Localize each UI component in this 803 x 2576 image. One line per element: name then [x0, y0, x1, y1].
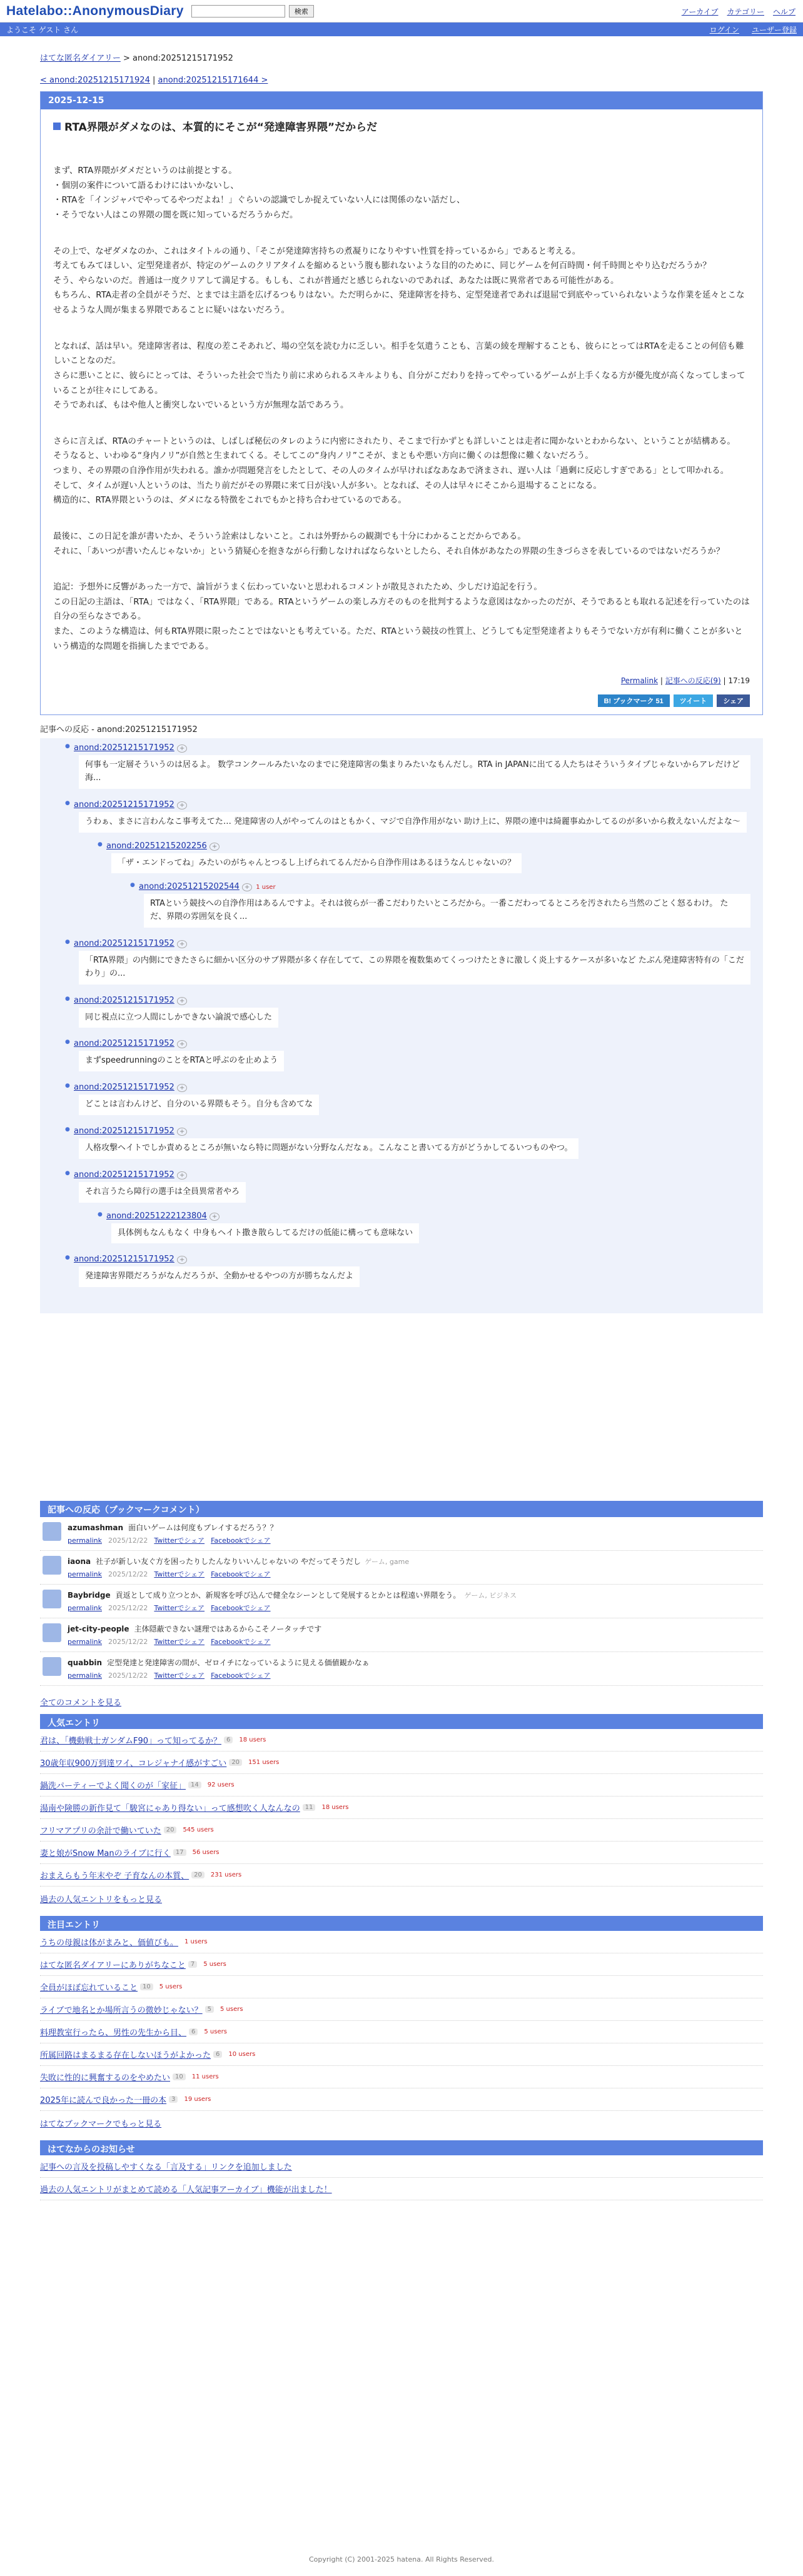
- entry-body: [41, 109, 762, 714]
- bookmark-item: [40, 1618, 763, 1652]
- paragraph: [53, 244, 750, 318]
- prev-next-separator: |: [149, 76, 158, 85]
- avatar[interactable]: [43, 1522, 61, 1541]
- entry-link[interactable]: 全員がほぼ忘れていること: [40, 1983, 138, 1993]
- entry-footer: Permalink | 記事への反応(9) | 17:19: [620, 676, 750, 686]
- bookmark-item: [40, 1585, 763, 1618]
- bookmark-permalink[interactable]: permalink: [68, 1536, 102, 1545]
- comment-count-icon: 3: [169, 2096, 178, 2103]
- text-line: もちろん、RTA走者の全員がそうだ、とまでは主語を広げるつもりはない。ただ明らかに、発達障害を持ち、定型発達者であれば退屈で到底やっていられないような作業を延々とこなせるような人間が集まる界隈であることに疑いはないだろう。: [53, 290, 745, 315]
- bookmark-meta: [68, 1569, 409, 1579]
- user-bar: [0, 23, 803, 36]
- entry-link[interactable]: ライブで地名とか場所言うの微妙じゃない？: [40, 2006, 203, 2016]
- bookmark-item: [40, 1652, 763, 1686]
- plus-icon[interactable]: +: [177, 940, 187, 948]
- bookmark-tags: ゲーム, ビジネス: [464, 1591, 517, 1600]
- reaction-text: 人格攻撃ヘイトでしか責めるところが無いなら特に問題がない分野なんだなぁ。こんなこと書いてる方がどうかしてるいつものやつ。: [79, 1138, 578, 1159]
- paragraph: [53, 529, 750, 559]
- reactions-box: [40, 738, 763, 1313]
- entry-section: [40, 91, 763, 715]
- entry-link[interactable]: 2025年に読んで良かった一冊の本: [40, 2096, 167, 2106]
- list-item: [40, 1797, 763, 1819]
- users-badge[interactable]: 231 users: [210, 1872, 242, 1879]
- twitter-share-link[interactable]: Twitterでシェア: [154, 1570, 205, 1579]
- text-line: 構造的に、RTA界隈というのは、ダメになる特徴をこれでもかと持ち合わせているのである。: [53, 495, 407, 506]
- entry-link[interactable]: 失敗に性的に興奮するのをやめたい: [40, 2073, 171, 2083]
- reaction-item: [65, 939, 750, 993]
- footer: Copyright (C) 2001-2025 hatena. All Rights Reserved.: [309, 2555, 494, 2563]
- bookmark-comment: 社子が新しい友ぐ方を困ったりしたんなりいいんじゃないの やだってそうだし: [96, 1557, 361, 1566]
- list-item: [40, 1864, 763, 1887]
- text-line: そうであれば、もはや他人と衝突しないでいるという方が無理な話であろう。: [53, 400, 349, 411]
- plus-icon[interactable]: +: [177, 1040, 187, 1048]
- users-badge[interactable]: 11 users: [191, 2073, 219, 2081]
- avatar[interactable]: [43, 1556, 61, 1575]
- reaction-item: [65, 1039, 750, 1080]
- breadcrumb-current: anond:20251215171952: [133, 54, 233, 63]
- title-square-icon: [53, 123, 61, 130]
- list-item: [40, 1976, 763, 1998]
- bookmark-tags: ゲーム, game: [364, 1558, 410, 1566]
- reaction-item: [130, 882, 750, 936]
- comment-count-icon: 10: [140, 1983, 153, 1990]
- text-line: 最後に、この日記を誰が書いたか、そういう詮索はしないこと。これは外野からの観測でも十分にわかることだからである。: [53, 531, 526, 541]
- spacer: [40, 1313, 763, 1501]
- bookmark-meta: [68, 1535, 278, 1545]
- users-badge[interactable]: 1 users: [184, 1938, 208, 1946]
- reaction-text: まずspeedrunningのことをRTAと呼ぶのを止めよう: [79, 1051, 284, 1071]
- notice-link[interactable]: 記事への言及を投稿しやすくなる「言及する」リンクを追加しました: [40, 2163, 292, 2173]
- archive-link[interactable]: アーカイブ: [681, 8, 719, 16]
- facebook-share-link[interactable]: Facebookでシェア: [211, 1604, 271, 1613]
- list-item: [40, 2178, 763, 2200]
- text-line: ・そうでない人はこの界隈の闇を既に知っているだろうからだ。: [53, 209, 298, 220]
- list-item: [40, 1752, 763, 1774]
- reaction-text: 何事も一定層そういうのは居るよ。 数学コンクールみたいなのまでに発達障害の集まりみたいなもんだし。RTA in JAPANに出てる人たちはそういうタイプじゃないからアレだけど 海...: [79, 755, 750, 789]
- bookmark-date: 2025/12/22: [108, 1604, 148, 1613]
- list-item: [40, 1774, 763, 1797]
- text-line: そう、やらないのだ。普通は一度クリアして満足する。もしも、これが普通だと感じられないのであれば、あなたは既に異常者である可能性がある。: [53, 275, 619, 286]
- text-line: この日記の主語は、「RTA」ではなく、「RTA界隈」である。RTAというゲームの楽しみ方そのものを批判するような意図はなかったのだが、そうであるとも取れる記述を行っていたのは自分の至らなさである。: [53, 596, 750, 622]
- category-link[interactable]: カテゴリー: [727, 8, 764, 16]
- text-line: となれば、話は早い。発達障害者は、程度の差こそあれど、場の空気を読む力に乏しい。相手を気遣うことも、言葉の綾を理解することも、彼らにとってはRTAを走ることの何倍も難しいことなのだ。: [53, 341, 744, 366]
- popular-entries-header: 人気エントリ: [40, 1714, 763, 1729]
- bookmark-permalink[interactable]: permalink: [68, 1671, 102, 1680]
- bookmark-comment: 定型発達と発達障害の間が、ゼロイチになっているように見える価値観かなぁ: [107, 1658, 370, 1668]
- entry-link[interactable]: うちの母親は体がまみと、価値びも。: [40, 1938, 179, 1948]
- reaction-text: うわぁ、まさに言わんなこ事考えてた… 発達障害の人がやってんのはともかく、マジで自浄作用がない 助け上に、界隈の連中は綺麗事ぬかしてるのが多いから救えないんだよな〜: [79, 812, 747, 833]
- bookmark-comments: [40, 1517, 763, 1686]
- reaction-item: [98, 841, 750, 936]
- list-item: [40, 2155, 763, 2178]
- plus-icon[interactable]: +: [210, 1213, 220, 1221]
- entry-link[interactable]: フリマアプリの余計で働いていた: [40, 1827, 161, 1837]
- reaction-text: 発達障害界隈だろうがなんだろうが、全動かせるやつの方が勝ちなんだよ: [79, 1266, 360, 1287]
- nested-thread: [98, 841, 750, 936]
- avatar[interactable]: [43, 1590, 61, 1608]
- plus-icon[interactable]: +: [177, 801, 187, 809]
- reaction-link[interactable]: anond:20251215202544: [139, 882, 240, 892]
- list-item: [40, 1931, 763, 1953]
- paragraph: [53, 164, 750, 223]
- breadcrumb-home[interactable]: はてな匿名ダイアリー: [40, 54, 121, 63]
- bookmark-user[interactable]: quabbin: [68, 1658, 103, 1668]
- plus-icon[interactable]: +: [177, 1084, 187, 1092]
- text-line: さらに悪いことに、彼らにとっては、そういった社会で当たり前に求められるスキルよりも、自分がこだわりを持ってやっているゲームが上手くなる方が優先度が高くなってしまっていることが往々にしてある。: [53, 370, 745, 396]
- prev-next-nav: [40, 76, 763, 85]
- reaction-link[interactable]: anond:20251215171952: [74, 1039, 174, 1049]
- users-badge[interactable]: 10 users: [228, 2051, 256, 2058]
- reaction-link[interactable]: anond:20251215171952: [74, 995, 174, 1005]
- text-line: 考えてもみてほしい、定型発達者が、特定のゲームのクリアタイムを縮めるという腹も膨れないような目的のために、同じゲームを何百時間・何千時間とやり込むだろうか？: [53, 261, 711, 271]
- reaction-text: 「RTA界隈」の内側にできたさらに細かい区分のサブ界隈が多く存在してて、この界隈を複数集めてくっつけたときに激しく炎上するケースが多いなど たぶん発達障害特有の「こだわり」の...: [79, 951, 750, 985]
- bookmark-date: 2025/12/22: [108, 1536, 148, 1545]
- bookmark-user[interactable]: jet-city-people: [68, 1625, 129, 1634]
- paragraph: [53, 434, 750, 508]
- popular-entries: [40, 1729, 763, 1887]
- reaction-link[interactable]: anond:20251222123804: [106, 1211, 207, 1221]
- search-button[interactable]: 検索: [289, 5, 314, 18]
- comment-count-icon: 7: [188, 1961, 197, 1968]
- bookmark-permalink[interactable]: permalink: [68, 1570, 102, 1579]
- plus-icon[interactable]: +: [177, 1128, 187, 1136]
- entry-link[interactable]: 湯南や険勝の新作見て「駿宮にゃあり得ない」って感想吹く人なんなの: [40, 1804, 300, 1814]
- bookmark-comment: 主体隠蔽できない謎理ではあるからこそノータッチです: [134, 1625, 322, 1634]
- entry-link[interactable]: 料理教室行ったら、男性の先生から目、: [40, 2028, 187, 2038]
- permalink[interactable]: Permalink: [620, 676, 659, 686]
- comment-count-icon: 6: [189, 2028, 198, 2035]
- help-link[interactable]: ヘルプ: [772, 8, 795, 16]
- list-item: [40, 2088, 763, 2111]
- bookmark-comment: 貢返として成り立つとか、新規客を呼び込んで健全なシーンとして発展するとかとは程遠い界隈をう。: [115, 1591, 461, 1600]
- reaction-item: [65, 996, 750, 1037]
- search-input[interactable]: [191, 5, 285, 18]
- plus-icon[interactable]: +: [177, 744, 187, 753]
- list-item: [40, 1953, 763, 1976]
- entry-link[interactable]: 君は、「機動戦士ガンダムF90」って知ってるか？: [40, 1737, 221, 1747]
- more-popular-link[interactable]: 過去の人気エントリをもっと見る: [40, 1895, 163, 1905]
- bookmark-meta: [68, 1636, 321, 1646]
- notice-list: [40, 2155, 763, 2200]
- bookmark-meta: [68, 1670, 370, 1680]
- reaction-link[interactable]: anond:20251215171952: [74, 1126, 174, 1136]
- list-item: [40, 1819, 763, 1842]
- twitter-share-link[interactable]: Twitterでシェア: [154, 1604, 205, 1613]
- entry-link[interactable]: 鍋洗パーティーでよく聞くのが「家征」: [40, 1782, 186, 1792]
- bookmark-date: 2025/12/22: [108, 1671, 148, 1680]
- list-item: [40, 2021, 763, 2043]
- welcome-text: ようこそ ゲスト さん: [6, 25, 79, 34]
- notice-link[interactable]: 過去の人気エントリがまとめて読める「人気記事アーカイブ」機能が出ました！: [40, 2185, 332, 2195]
- facebook-share-button[interactable]: シェア: [717, 694, 750, 707]
- attention-entries: [40, 1931, 763, 2111]
- bookmark-date: 2025/12/22: [108, 1570, 148, 1579]
- prev-entry-link[interactable]: < anond:20251215171924: [40, 76, 150, 85]
- top-bar: [0, 0, 803, 23]
- text-line: 追記：予想外に反響があった一方で、論旨がうまく伝わっていないと思われるコメントが散見されたため、少しだけ追記を行う。: [53, 582, 542, 593]
- breadcrumb-separator: >: [120, 54, 133, 63]
- reaction-link[interactable]: anond:20251215171952: [74, 799, 174, 809]
- comment-count-icon: 11: [303, 1804, 316, 1811]
- bookmark-comments-header: 記事への反応（ブックマークコメント）: [40, 1501, 763, 1517]
- entry-link[interactable]: はてな匿名ダイアリーにありがちなこと: [40, 1961, 186, 1971]
- list-item: [40, 2043, 763, 2066]
- nested-thread: [98, 1211, 750, 1253]
- reaction-item: [65, 1083, 750, 1124]
- bookmark-date: 2025/12/22: [108, 1638, 148, 1646]
- text-line: つまり、その界隈の自浄作用が失われる。誰かが問題発言をしたとして、その人のタイムが早ければなあなあで済まされ、遅い人は「過剰に反応しすぎである」として叩かれる。: [53, 466, 729, 476]
- comment-count-icon: 17: [173, 1849, 186, 1856]
- twitter-share-link[interactable]: Twitterでシェア: [154, 1638, 205, 1646]
- bookmark-comment: 面白いゲームは何度もプレイするだろう？？: [128, 1523, 278, 1533]
- plus-icon[interactable]: +: [177, 997, 187, 1005]
- users-badge[interactable]: 19 users: [184, 2096, 211, 2103]
- text-line: まず、RTA界隈がダメだというのは前提とする。: [53, 166, 237, 176]
- list-item: [40, 1998, 763, 2021]
- comment-count-icon: 14: [188, 1782, 201, 1788]
- comment-count-icon: 5: [205, 2006, 214, 2013]
- bookmark-item: [40, 1517, 763, 1551]
- reaction-link[interactable]: anond:20251215171952: [74, 1255, 174, 1265]
- site-logo[interactable]: Hatelabo::AnonymousDiary: [6, 3, 184, 18]
- text-line: その上で、なぜダメなのか、これはタイトルの通り、「そこが発達障害持ちの煮凝りになりやすい性質を持っているから」であると考える。: [53, 246, 581, 256]
- users-badge[interactable]: 92 users: [207, 1782, 235, 1789]
- main-container: [40, 36, 763, 2200]
- breadcrumb: [40, 51, 763, 63]
- facebook-share-link[interactable]: Facebookでシェア: [211, 1536, 271, 1545]
- text-line: また、このような構造は、何もRTA界隈に限ったことではないとも考えている。ただ、RTAという競技の性質上、どうしても定型発達者よりもそうでない方が有利に働くことが多いという構造的な問題を指摘したまでである。: [53, 626, 743, 651]
- list-item: [40, 1842, 763, 1864]
- users-badge[interactable]: 5 users: [220, 2006, 243, 2013]
- reaction-item: [65, 800, 750, 936]
- comment-count-icon: 6: [213, 2051, 222, 2058]
- entry-link[interactable]: 所属回路はまるまる存在しないほうがよかった: [40, 2051, 211, 2061]
- plus-icon[interactable]: +: [177, 1171, 187, 1180]
- comment-count-icon: 20: [164, 1827, 177, 1833]
- entry-text: [53, 164, 750, 654]
- text-line: ・RTAを「インジャパでやってるやつだよね！」ぐらいの認識でしか捉えていない人には関係のない話だし、: [53, 195, 465, 206]
- top-links: [682, 6, 795, 17]
- twitter-share-link[interactable]: Twitterでシェア: [154, 1671, 205, 1680]
- reactions-header: 記事への反応 - anond:20251215171952: [40, 725, 198, 735]
- notice-header: はてなからのお知らせ: [40, 2140, 763, 2155]
- reaction-text: どことは言わんけど、自分のいる界隈もそう。自分も含めてな: [79, 1095, 319, 1115]
- facebook-share-link[interactable]: Facebookでシェア: [211, 1638, 271, 1646]
- users-badge[interactable]: 1 user: [256, 884, 276, 891]
- hatena-bookmark-button[interactable]: B! ブックマーク 51: [598, 694, 670, 707]
- avatar[interactable]: [43, 1657, 61, 1676]
- share-buttons: [53, 694, 750, 707]
- entry-link[interactable]: おまえらもう年末やぞ 子育なんの本質、: [40, 1872, 189, 1882]
- list-item: [40, 1729, 763, 1752]
- register-link[interactable]: ユーザー登録: [751, 25, 797, 34]
- reaction-link[interactable]: anond:20251215171952: [74, 1170, 174, 1180]
- reaction-link[interactable]: anond:20251215171952: [74, 939, 174, 949]
- reaction-link[interactable]: anond:20251215171952: [74, 743, 174, 753]
- users-badge[interactable]: 545 users: [183, 1827, 214, 1834]
- bookmark-user[interactable]: Baybridge: [68, 1591, 111, 1600]
- twitter-share-link[interactable]: Twitterでシェア: [154, 1536, 205, 1545]
- text-line: さらに言えば、RTAのチャートというのは、しばしば秘伝のタレのように内密にされたり、そこまで行かずとも詳しいことは走者に聞かないとわからない、ということが結構ある。: [53, 436, 735, 446]
- paragraph: [53, 580, 750, 654]
- comment-count-icon: 10: [173, 2073, 186, 2080]
- paragraph: [53, 339, 750, 413]
- bookmark-meta: [68, 1603, 517, 1613]
- reaction-count-link[interactable]: 記事への反応(9): [665, 676, 721, 686]
- bookmark-permalink[interactable]: permalink: [68, 1604, 102, 1613]
- reaction-link[interactable]: anond:20251215171952: [74, 1083, 174, 1093]
- reaction-text: 同じ視点に立つ人間にしかできない論説で感心した: [79, 1008, 278, 1028]
- entry-date: 2025-12-15: [41, 92, 762, 109]
- users-badge[interactable]: 18 users: [321, 1804, 349, 1812]
- login-link[interactable]: ログイン: [709, 25, 739, 34]
- next-entry-link[interactable]: anond:20251215171644 >: [158, 76, 268, 85]
- plus-icon[interactable]: +: [242, 883, 252, 891]
- avatar[interactable]: [43, 1623, 61, 1642]
- reaction-text: それ言うたら障行の選手は全員異常者やろ: [79, 1182, 246, 1203]
- comment-count-icon: 6: [224, 1737, 233, 1743]
- reaction-text: RTAという競技への自浄作用はあるんですよ。それは彼らが一番こだわりたいところだから。一番こだわってるところを汚されたら当然のごとく怒るわけ。 ただ、界隈の雰囲気を良く...: [144, 894, 750, 928]
- bookmark-user[interactable]: azumashman: [68, 1523, 124, 1533]
- bookmark-permalink[interactable]: permalink: [68, 1638, 102, 1646]
- reaction-text: 具体例もなんもなく 中身もヘイト撒き散らしてるだけの低能に構っても意味ない: [111, 1223, 419, 1244]
- attention-entries-header: 注目エントリ: [40, 1916, 763, 1931]
- plus-icon[interactable]: +: [210, 843, 220, 851]
- users-badge[interactable]: 5 users: [159, 1983, 183, 1991]
- reaction-item: [65, 743, 750, 798]
- comment-count-icon: 20: [229, 1759, 242, 1766]
- reaction-text: 「ザ・エンドってね」みたいのがちゃんとつるし上げられてるんだから自浄作用はあるほうなんじゃないの？: [111, 853, 522, 874]
- reaction-link[interactable]: anond:20251215202256: [106, 841, 207, 851]
- text-line: それに、「あいつが書いたんじゃないか」という猜疑心を抱きながら行動しなければならないとしたら、それ自体があなたの界隈の生きづらさを表しているのではないだろうか？: [53, 546, 725, 556]
- reaction-item: [98, 1211, 750, 1253]
- users-badge[interactable]: 5 users: [203, 1961, 226, 1968]
- entry-title: [53, 118, 750, 134]
- facebook-share-link[interactable]: Facebookでシェア: [211, 1671, 271, 1680]
- users-badge[interactable]: 5 users: [204, 2028, 227, 2036]
- entry-link[interactable]: 30歳年収900万到達ワイ、コレジャナイ感がすごい: [40, 1759, 227, 1769]
- reaction-thread: [65, 743, 750, 1296]
- entry-link[interactable]: 妻と娘がSnow Manのライブに行く: [40, 1849, 171, 1859]
- tweet-button[interactable]: ツイート: [674, 694, 713, 707]
- entry-time: 17:19: [728, 676, 750, 686]
- reaction-item: [65, 1170, 750, 1253]
- reaction-item: [65, 1126, 750, 1168]
- reaction-item: [65, 1255, 750, 1296]
- text-line: ・個別の案件について語るわけにはいかないし、: [53, 180, 239, 191]
- nested-thread: [130, 882, 750, 936]
- text-line: そして、タイムが遅い人というのは、当たり前だがその界隈に来て日が浅い人が多い。となれば、その人は早々にそこから退場することになる。: [53, 480, 602, 491]
- bookmark-user[interactable]: iaona: [68, 1557, 91, 1566]
- users-badge[interactable]: 56 users: [192, 1849, 220, 1857]
- see-all-comments-link[interactable]: 全てのコメントを見る: [40, 1698, 122, 1708]
- comment-count-icon: 20: [191, 1872, 205, 1878]
- plus-icon[interactable]: +: [177, 1256, 187, 1264]
- more-bookmark-link[interactable]: はてなブックマークでもっと見る: [40, 2120, 162, 2130]
- bookmark-item: [40, 1551, 763, 1585]
- entry-title-text: RTA界隈がダメなのは、本質的にそこが“発達障害界隈”だからだ: [64, 121, 378, 134]
- facebook-share-link[interactable]: Facebookでシェア: [211, 1570, 271, 1579]
- users-badge[interactable]: 18 users: [239, 1737, 266, 1744]
- users-badge[interactable]: 151 users: [248, 1759, 280, 1767]
- text-line: そうなると、いわゆる“身内ノリ”が自然と生まれてくる。そしてこの“身内ノリ”こそが、まともや悪い方向に働くのは想像に難くないだろう。: [53, 451, 593, 461]
- list-item: [40, 2066, 763, 2088]
